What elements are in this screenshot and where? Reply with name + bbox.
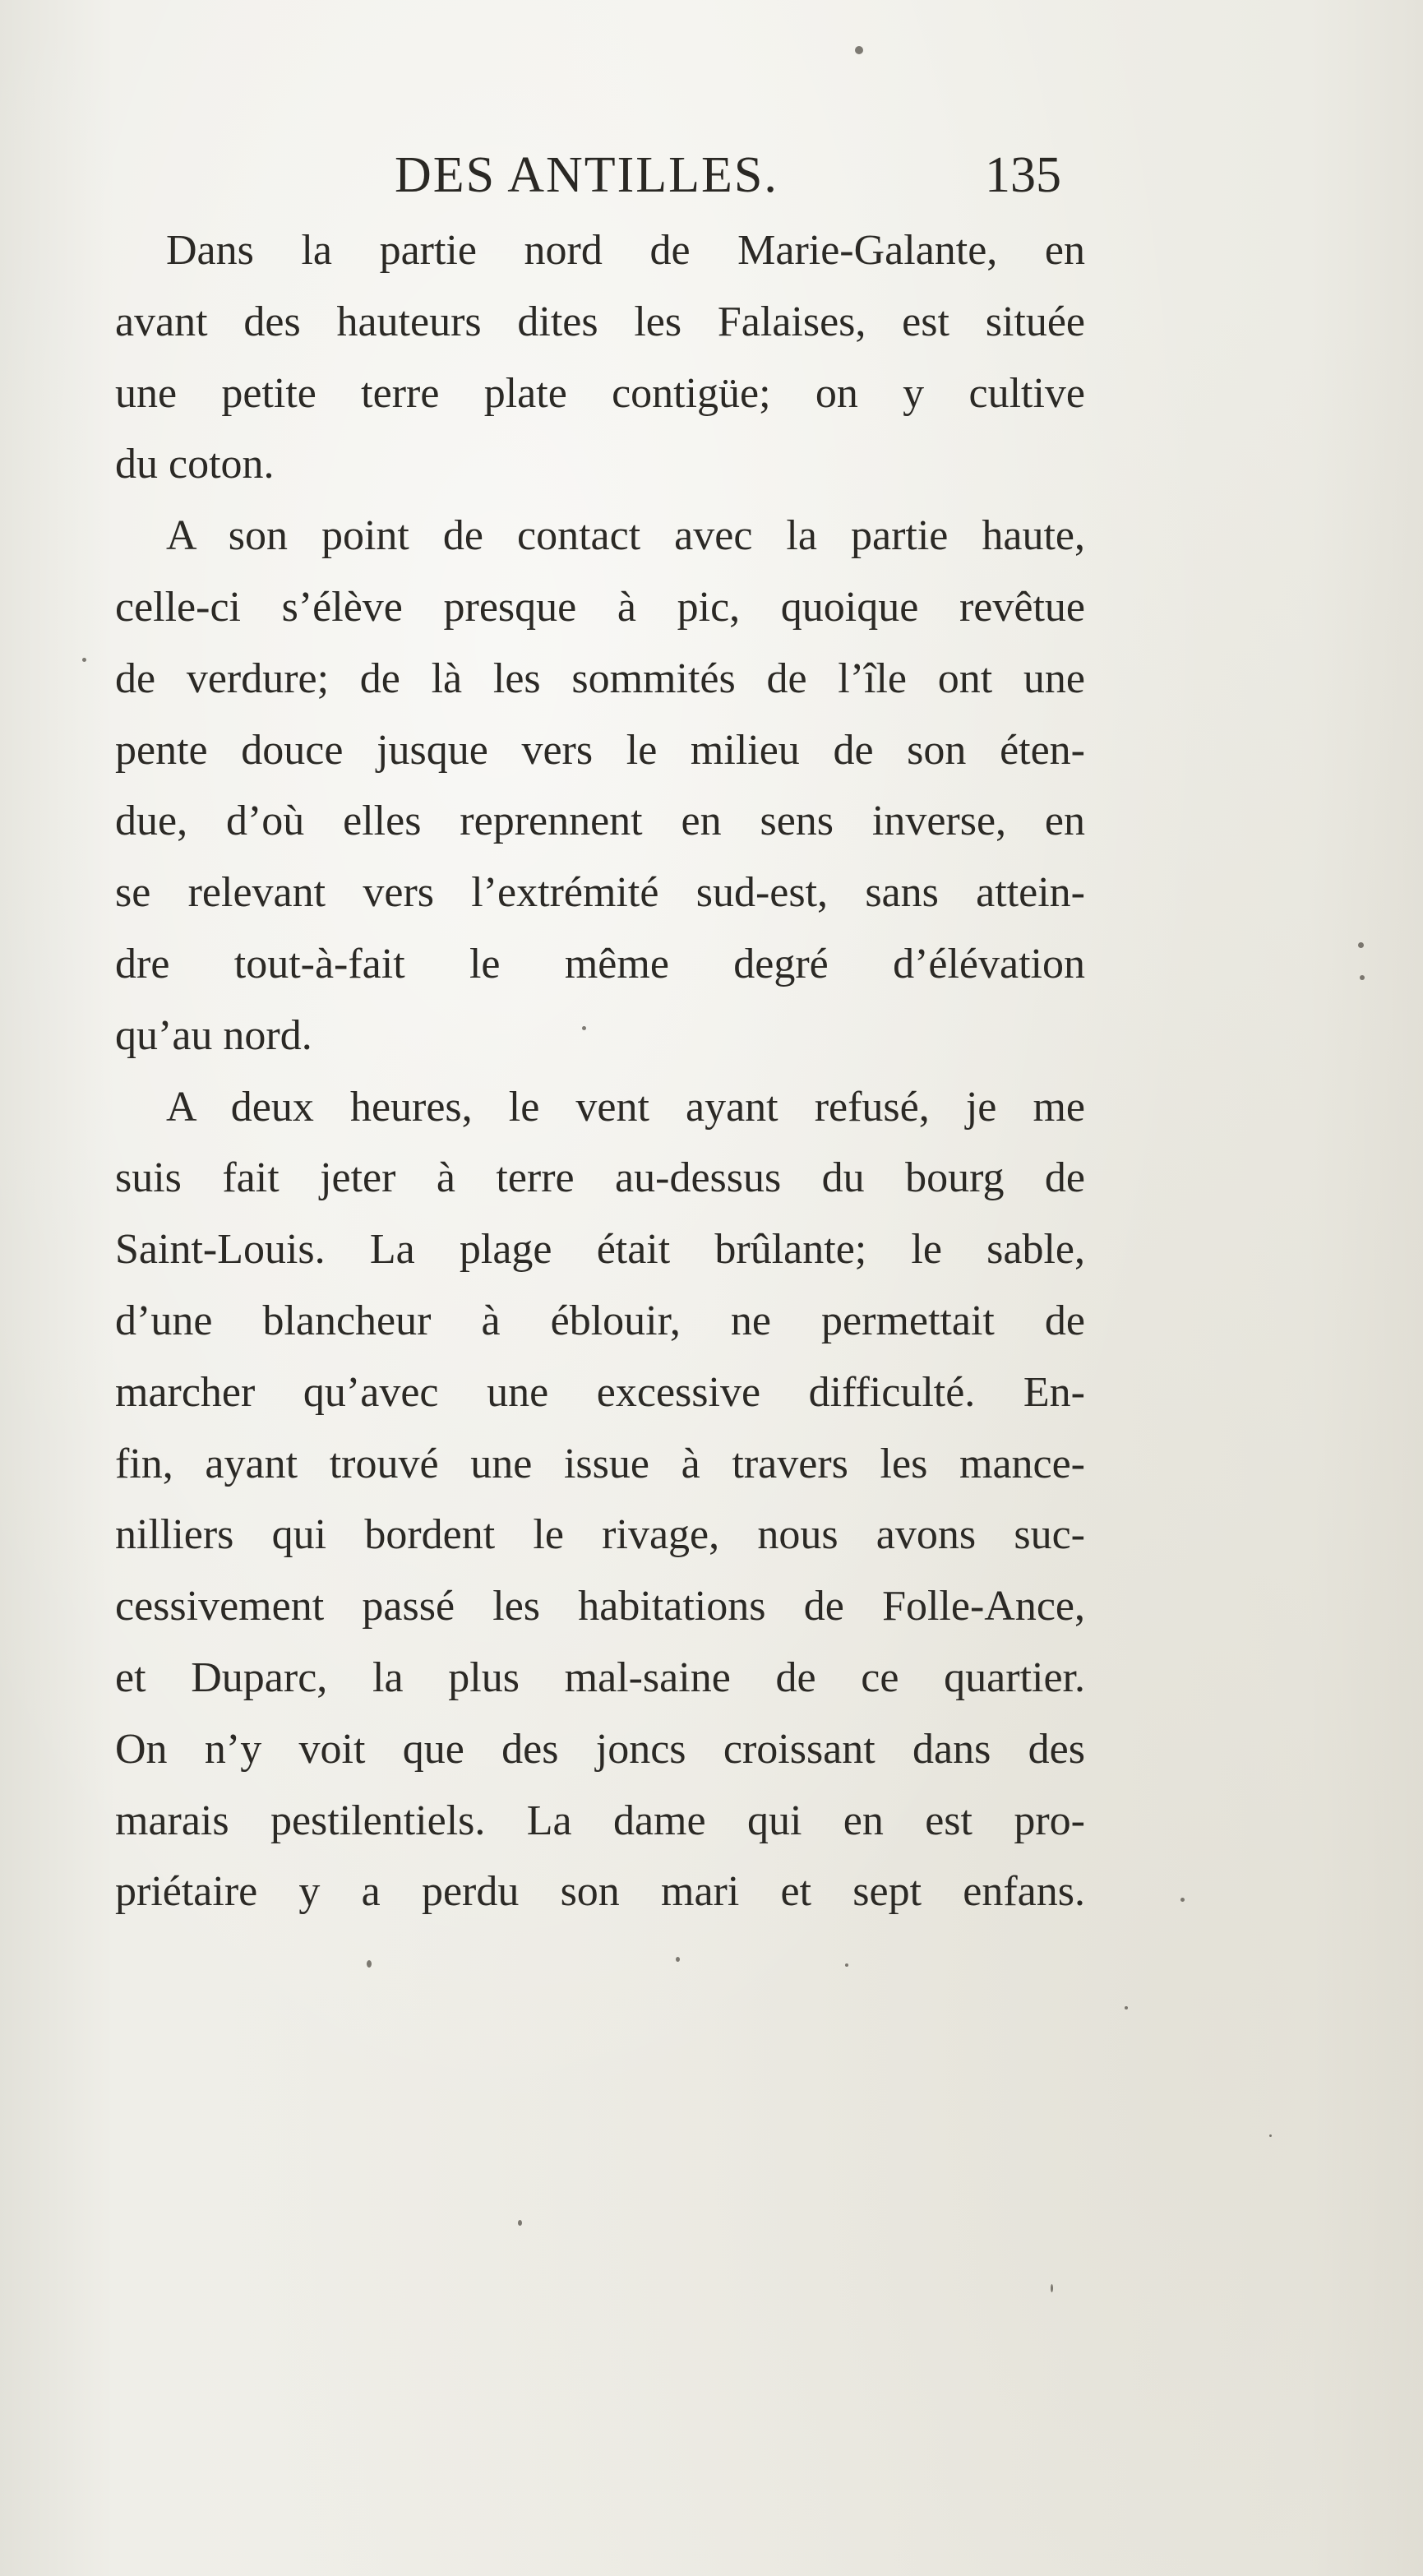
text-line: A deux heures, le vent ayant refusé, je me: [166, 1083, 1085, 1131]
paper-speck: [1180, 1898, 1185, 1902]
text-line: avant des hauteurs dites les Falaises, est située: [115, 298, 1085, 345]
page-number: 135: [985, 147, 1061, 203]
paper-speck: [1125, 2006, 1128, 2009]
paper-speck: [1269, 2134, 1272, 2137]
text-line: d’une blancheur à éblouir, ne permettait de: [115, 1297, 1085, 1344]
text-line: dre tout-à-fait le même degré d’élévation: [115, 940, 1085, 987]
text-line: fin, ayant trouvé une issue à travers les mance-: [115, 1440, 1085, 1487]
text-line: priétaire y a perdu son mari et sept enfans.: [115, 1868, 1085, 1916]
text-line: Dans la partie nord de Marie-Galante, en: [166, 227, 1085, 274]
paper-speck: [855, 46, 863, 54]
text-line: marcher qu’avec une excessive difficulté. En-: [115, 1368, 1085, 1416]
text-line: pente douce jusque vers le milieu de son éten-: [115, 726, 1085, 774]
text-line: On n’y voit que des joncs croissant dans des: [115, 1725, 1085, 1773]
paper-speck: [845, 1963, 848, 1967]
text-line: et Duparc, la plus mal-saine de ce quartier.: [115, 1653, 1085, 1701]
paper-speck: [676, 1957, 680, 1962]
running-title: DES ANTILLES.: [395, 147, 778, 203]
text-line: qu’au nord.: [115, 1011, 312, 1059]
page-header: [0, 146, 1423, 220]
paper-speck: [518, 2220, 522, 2226]
text-line: marais pestilentiels. La dame qui en est pro-: [115, 1797, 1085, 1844]
text-line: se relevant vers l’extrémité sud-est, sans attein-: [115, 869, 1085, 917]
paper-speck: [1051, 2284, 1053, 2292]
text-line: cessivement passé les habitations de Folle-Ance,: [115, 1583, 1085, 1630]
paper-speck: [582, 1026, 586, 1030]
text-line: due, d’où elles reprennent en sens inverse, en: [115, 798, 1085, 845]
text-line: celle-ci s’élève presque à pic, quoique revêtue: [115, 583, 1085, 631]
text-line: de verdure; de là les sommités de l’île ont une: [115, 654, 1085, 702]
text-line: nilliers qui bordent le rivage, nous avons suc-: [115, 1511, 1085, 1559]
text-line: du coton.: [115, 441, 275, 488]
paper-speck: [82, 658, 86, 662]
paper-speck: [1358, 942, 1364, 948]
paper-speck: [367, 1960, 372, 1968]
paper-speck: [1360, 975, 1365, 980]
text-line: une petite terre plate contigüe; on y cultive: [115, 369, 1085, 417]
text-line: suis fait jeter à terre au-dessus du bourg de: [115, 1154, 1085, 1202]
body-text: [115, 215, 1085, 1928]
text-line: Saint-Louis. La plage était brûlante; le sable,: [115, 1226, 1085, 1274]
text-line: A son point de contact avec la partie haute,: [166, 512, 1085, 560]
